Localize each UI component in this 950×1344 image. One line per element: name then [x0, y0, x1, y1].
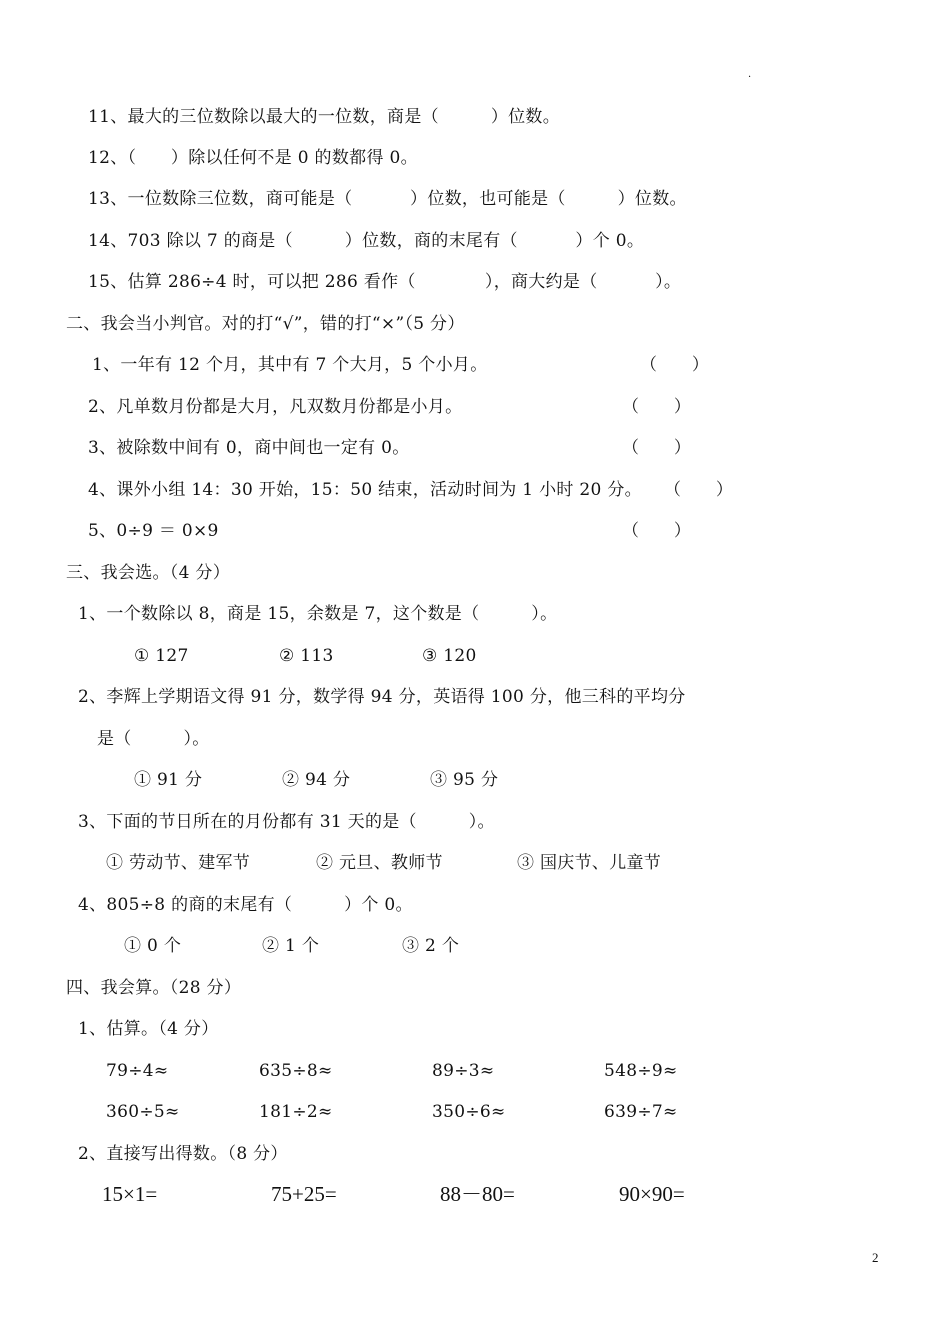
question-12: 12、（ ）除以任何不是 0 的数都得 0。: [88, 148, 418, 168]
page-number: 2: [872, 1250, 879, 1265]
question-13: 13、一位数除三位数，商可能是（ ）位数，也可能是（ ）位数。: [88, 189, 687, 209]
judge-blank-5: （ ）: [622, 521, 692, 541]
section-3-heading: 三、我会选。（4 分）: [66, 563, 231, 583]
choice-1-option-3: ③ 120: [422, 646, 477, 666]
judge-blank-4: （ ）: [664, 480, 734, 500]
choice-question-2: 2、李辉上学期语文得 91 分，数学得 94 分，英语得 100 分，他三科的平均分: [78, 687, 686, 707]
choice-2-option-3: ③ 95 分: [430, 770, 499, 790]
choice-1-option-1: ① 127: [134, 646, 189, 666]
choice-4-option-1: ① 0 个: [124, 936, 182, 956]
judge-blank-2: （ ）: [622, 397, 692, 417]
choice-question-3: 3、下面的节日所在的月份都有 31 天的是（ ）。: [78, 812, 495, 832]
mental-math-2: 75+25=: [271, 1182, 337, 1206]
question-11: 11、最大的三位数除以最大的一位数，商是（ ）位数。: [88, 107, 561, 127]
judge-blank-1: （ ）: [640, 355, 710, 375]
question-15: 15、估算 286÷4 时，可以把 286 看作（ ），商大约是（ ）。: [88, 272, 682, 292]
mental-math-title: 2、直接写出得数。（8 分）: [78, 1144, 288, 1164]
section-2-heading: 二、我会当小判官。对的打“√”，错的打“×”（5 分）: [66, 314, 465, 334]
mental-math-4: 90×90=: [619, 1182, 685, 1206]
choice-question-4: 4、805÷8 的商的末尾有（ ）个 0。: [78, 895, 413, 915]
estimate-2-3: 350÷6≈: [432, 1102, 506, 1122]
estimate-1-3: 89÷3≈: [432, 1061, 495, 1081]
corner-mark: ·: [748, 72, 752, 83]
judge-blank-3: （ ）: [622, 438, 692, 458]
estimate-title: 1、估算。（4 分）: [78, 1019, 219, 1039]
mental-math-1: 15×1=: [102, 1182, 158, 1206]
judge-item-1: 1、一年有 12 个月，其中有 7 个大月，5 个小月。: [92, 355, 488, 375]
choice-3-option-1: ① 劳动节、建军节: [106, 853, 251, 873]
judge-item-3: 3、被除数中间有 0，商中间也一定有 0。: [88, 438, 410, 458]
judge-item-5: 5、0÷9 ＝ 0×9: [88, 521, 219, 541]
choice-1-option-2: ② 113: [279, 646, 334, 666]
estimate-1-4: 548÷9≈: [604, 1061, 678, 1081]
estimate-2-4: 639÷7≈: [604, 1102, 678, 1122]
choice-2-option-2: ② 94 分: [282, 770, 351, 790]
mental-math-3: 88－80=: [440, 1182, 515, 1206]
choice-3-option-2: ② 元旦、教师节: [316, 853, 443, 873]
choice-4-option-2: ② 1 个: [262, 936, 320, 956]
estimate-1-2: 635÷8≈: [259, 1061, 333, 1081]
choice-question-1: 1、一个数除以 8，商是 15，余数是 7，这个数是（ ）。: [78, 604, 558, 624]
judge-item-2: 2、凡单数月份都是大月，凡双数月份都是小月。: [88, 397, 463, 417]
estimate-1-1: 79÷4≈: [106, 1061, 169, 1081]
choice-4-option-3: ③ 2 个: [402, 936, 460, 956]
estimate-2-1: 360÷5≈: [106, 1102, 180, 1122]
judge-item-4: 4、课外小组 14：30 开始，15：50 结束，活动时间为 1 小时 20 分。: [88, 480, 642, 500]
choice-3-option-3: ③ 国庆节、儿童节: [517, 853, 662, 873]
choice-question-2-cont: 是（ ）。: [97, 729, 210, 749]
section-4-heading: 四、我会算。（28 分）: [66, 978, 242, 998]
choice-2-option-1: ① 91 分: [134, 770, 203, 790]
estimate-2-2: 181÷2≈: [259, 1102, 333, 1122]
question-14: 14、703 除以 7 的商是（ ）位数，商的末尾有（ ）个 0。: [88, 231, 645, 251]
